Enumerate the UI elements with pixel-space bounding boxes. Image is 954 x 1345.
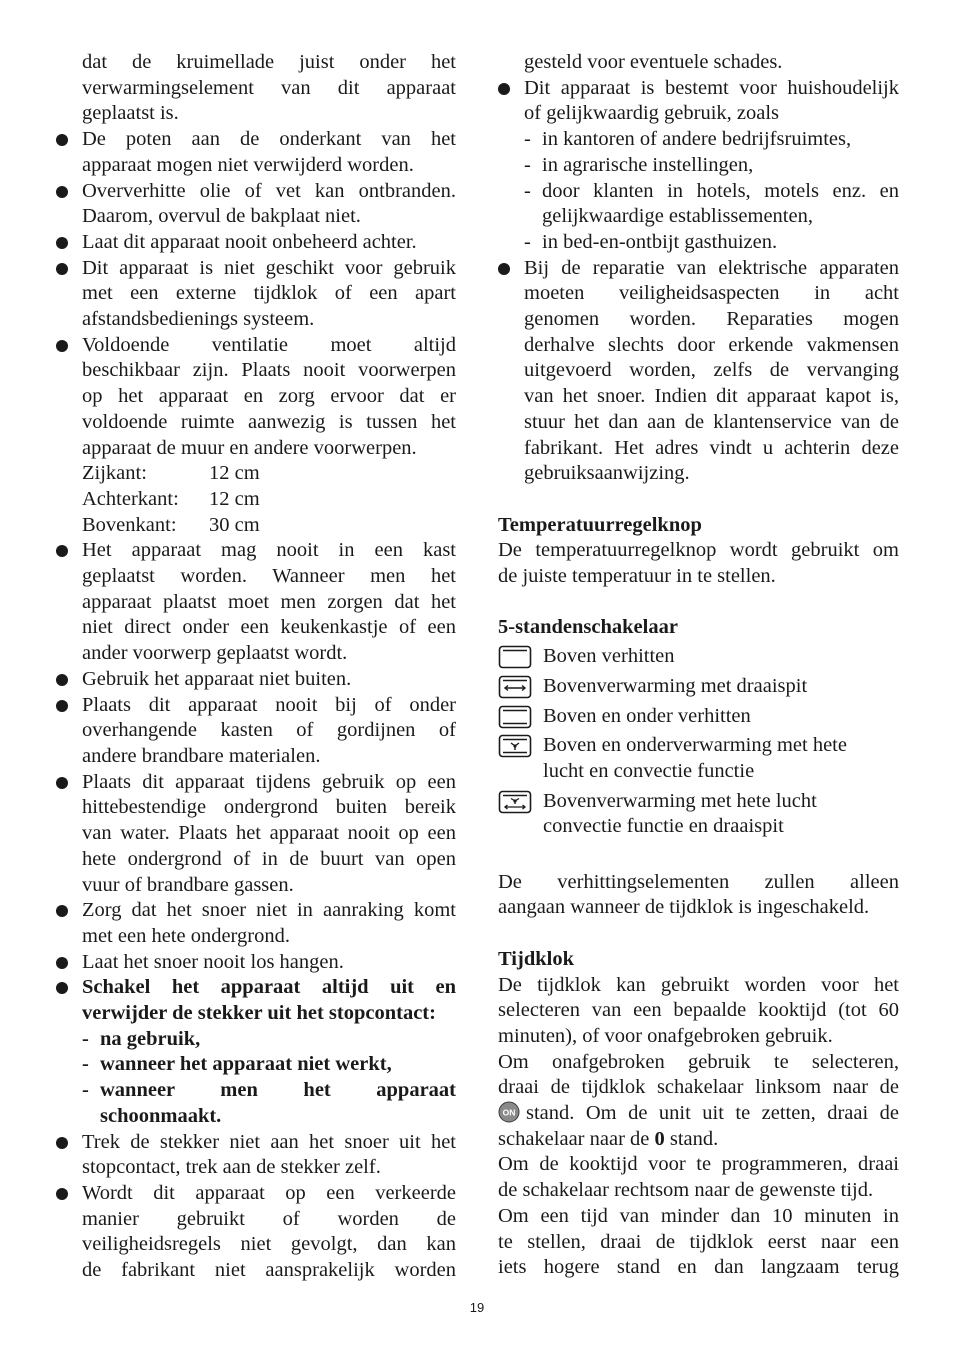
bullet-icon <box>56 263 68 275</box>
text-line: beschikbaar zijn. Plaats nooit voorwerpen <box>82 359 456 382</box>
dash-list <box>498 127 899 256</box>
bullet-icon <box>56 1137 68 1149</box>
text-line: manier gebruikt of worden de <box>82 1207 456 1230</box>
bullet-icon <box>56 700 68 712</box>
dash-marker: - <box>524 230 531 253</box>
text-span: stand. Om de unit uit te zetten, draai de <box>526 1102 899 1125</box>
dash-marker: - <box>524 128 531 151</box>
text-line: Plaats dit apparaat tijdens gebruik op een <box>82 770 456 793</box>
text-line: te stellen, draai de tijdklok eerst naar een <box>498 1230 899 1253</box>
clearance-row <box>56 461 456 487</box>
text-line: de juiste temperatuur in te stellen. <box>498 565 776 588</box>
bullet-item <box>498 256 899 487</box>
text-line: Om een tijd van minder dan 10 minuten in <box>498 1204 899 1227</box>
bullet-icon <box>56 777 68 789</box>
switch-item <box>498 789 899 840</box>
text-line: hittebestendige ondergrond buiten bereik <box>82 796 456 819</box>
dash-item <box>56 1027 456 1053</box>
section-heading: 5-standenschakelaar <box>498 616 678 639</box>
switch-label: Boven en onderverwarming met hete <box>543 734 847 757</box>
text-line: verwijder de stekker uit het stopcontact: <box>82 1002 436 1025</box>
text-line: aangaan wanneer de tijdklok is ingeschakeld. <box>498 896 870 919</box>
switch-item <box>498 644 899 670</box>
text-line: Daarom, overvul de bakplaat niet. <box>82 205 361 228</box>
bullet-icon <box>498 83 510 95</box>
text-line: Zorg dat het snoer niet in aanraking komt <box>82 899 456 922</box>
text-line: in agrarische instellingen, <box>542 153 754 176</box>
dash-item <box>498 153 899 179</box>
section-heading: Tijdklok <box>498 947 574 970</box>
bullet-icon <box>56 237 68 249</box>
text-line: De tijdklok kan gebruikt worden voor het <box>498 973 899 996</box>
on-position-icon <box>498 1101 520 1123</box>
continued-paragraph <box>56 50 456 127</box>
text-line: Laat het snoer nooit los hangen. <box>82 950 344 973</box>
text-line: Voldoende ventilatie moet altijd <box>82 333 456 356</box>
bullet-item <box>56 1181 456 1284</box>
switch-label: lucht en convectie functie <box>543 759 755 782</box>
text-line: vuur of brandbare gassen. <box>82 873 294 896</box>
switch-list <box>498 644 899 840</box>
top-heat-rotisserie-icon <box>498 675 532 699</box>
text-line: de fabrikant niet aansprakelijk worden <box>82 1259 456 1282</box>
text-line: derhalve slechts door erkende vakmensen <box>524 333 899 356</box>
text-line: Oververhitte olie of vet kan ontbranden. <box>82 179 456 202</box>
bullet-icon <box>56 674 68 686</box>
bullet-icon <box>56 957 68 969</box>
bullet-icon <box>56 340 68 352</box>
switch-label: Boven verhitten <box>543 645 675 668</box>
text-line: apparaat mogen niet verwijderd worden. <box>82 153 414 176</box>
dash-item <box>498 230 899 256</box>
dash-marker: - <box>82 1027 89 1050</box>
top-convection-rotisserie-icon <box>498 790 532 814</box>
text-line: moeten veiligheidsaspecten in acht <box>524 282 899 305</box>
dash-marker: - <box>524 179 531 202</box>
switch-label: convectie functie en draaispit <box>543 815 784 838</box>
text-line: niet direct onder een keukenkastje of een <box>82 616 456 639</box>
bullet-item <box>56 256 456 333</box>
text-line: of gelijkwaardig gebruik, zoals <box>524 102 780 125</box>
bullet-icon <box>56 545 68 557</box>
text-line: genomen worden. Reparaties mogen <box>524 308 899 331</box>
bullet-item <box>498 76 899 127</box>
top-bottom-heat-icon <box>498 705 532 729</box>
clearance-label: Zijkant: <box>82 462 147 485</box>
text-line: afstandsbedienings systeem. <box>82 308 315 331</box>
text-line: na gebruik, <box>100 1027 201 1050</box>
text-line: overhangende kasten of gordijnen of <box>82 719 456 742</box>
switch-label: Bovenverwarming met draaispit <box>543 674 808 697</box>
clearance-value: 30 cm <box>209 513 260 536</box>
clearance-row <box>56 513 456 539</box>
continued-paragraph: gesteld voor eventuele schades. <box>524 51 783 73</box>
dash-list <box>56 1027 456 1130</box>
clearance-value: 12 cm <box>209 487 260 510</box>
dash-marker: - <box>82 1053 89 1076</box>
text-line: draai de tijdklok schakelaar linksom naar de <box>498 1076 899 1099</box>
switch-label: Bovenverwarming met hete lucht <box>543 789 817 812</box>
text-line: van water. Plaats het apparaat nooit op een <box>82 822 456 845</box>
text-line: Plaats dit apparaat nooit bij of onder <box>82 693 456 716</box>
text-line: andere brandbare materialen. <box>82 744 321 767</box>
text-line: iets hogere stand en dan langzaam terug <box>498 1256 899 1279</box>
switch-label: Boven en onder verhitten <box>543 704 751 727</box>
bullet-item <box>56 667 456 693</box>
page-number: 19 <box>469 1300 485 1315</box>
clearance-row <box>56 487 456 513</box>
text-line: Om de kooktijd voor te programmeren, draai <box>498 1153 899 1176</box>
bullet-item <box>56 1130 456 1181</box>
text-span: schakelaar naar de <box>498 1127 650 1150</box>
text-line: fabrikant. Het adres vindt u achterin deze <box>524 436 899 459</box>
bullet-item <box>56 770 456 899</box>
bullet-item <box>56 975 456 1026</box>
text-line: Gebruik het apparaat niet buiten. <box>82 667 352 690</box>
text-line: apparaat plaatst moet men zorgen dat het <box>82 590 456 613</box>
section-heading: Temperatuurregelknop <box>498 513 702 536</box>
text-line: wanneer men het apparaat <box>100 1079 456 1102</box>
text-line: apparaat de muur en andere voorwerpen. <box>82 436 417 459</box>
bullet-item <box>56 230 456 256</box>
bullet-item <box>56 898 456 949</box>
text-line: door klanten in hotels, motels enz. en <box>542 179 899 202</box>
text-line: ander voorwerp geplaatst wordt. <box>82 642 348 665</box>
text-line: De temperatuurregelknop wordt gebruikt om <box>498 539 899 562</box>
dash-marker: - <box>82 1079 89 1102</box>
text-line: Het apparaat mag nooit in een kast <box>82 539 456 562</box>
text-line: Bij de reparatie van elektrische apparaten <box>524 256 899 279</box>
text-line: selecteren van een bepaalde kooktijd (tot 60 <box>498 999 899 1022</box>
on-icon-label: ON <box>502 1107 516 1118</box>
clearance-list <box>56 461 456 538</box>
bullet-item <box>56 127 456 178</box>
clearance-label: Achterkant: <box>82 487 179 510</box>
bullet-item <box>56 950 456 976</box>
dash-marker: - <box>524 153 531 176</box>
text-line: met een hete ondergrond. <box>82 924 290 947</box>
dash-item <box>498 179 899 230</box>
text-line: geplaatst is. <box>82 102 179 125</box>
text-line: De verhittingselementen zullen alleen <box>498 870 899 893</box>
text-line: stuur het dan aan de klantenservice van de <box>524 410 899 433</box>
clearance-label: Bovenkant: <box>82 513 177 536</box>
bullet-icon <box>56 134 68 146</box>
bullet-icon <box>56 1188 68 1200</box>
text-line: Schakel het apparaat altijd uit en <box>82 976 456 999</box>
left-column <box>56 50 456 1284</box>
text-line: in kantoren of andere bedrijfsruimtes, <box>542 128 852 151</box>
text-line: uitgevoerd worden, zelfs de vervanging <box>524 359 899 382</box>
text-line: van het snoer. Indien dit apparaat kapot is, <box>524 385 899 408</box>
text-line: Dit apparaat is bestemt voor huishoudelijk <box>524 76 899 99</box>
bullet-item <box>56 693 456 770</box>
text-line: de schakelaar rechtsom naar de gewenste tijd. <box>498 1179 874 1202</box>
text-line: De poten aan de onderkant van het <box>82 128 456 151</box>
text-line: geplaatst worden. Wanneer men het <box>82 565 456 588</box>
text-line: Laat dit apparaat nooit onbeheerd achter. <box>82 230 417 253</box>
bullet-item <box>56 333 456 462</box>
text-line: Dit apparaat is niet geschikt voor gebruik <box>82 256 456 279</box>
text-line: dat de kruimellade juist onder het <box>82 51 456 73</box>
bullet-item <box>56 538 456 667</box>
dash-item <box>498 127 899 153</box>
top-bottom-convection-icon <box>498 734 532 758</box>
text-line: minuten), of voor onafgebroken gebruik. <box>498 1024 833 1047</box>
text-line: Wordt dit apparaat op een verkeerde <box>82 1181 456 1204</box>
right-column <box>498 50 899 1281</box>
top-heat-icon <box>498 645 532 669</box>
switch-item <box>498 674 899 700</box>
text-line: schoonmaakt. <box>100 1104 222 1127</box>
text-line <box>498 1101 899 1127</box>
text-line <box>498 1127 899 1153</box>
text-line: Om onafgebroken gebruik te selecteren, <box>498 1050 899 1073</box>
text-line: stopcontact, trek aan de stekker zelf. <box>82 1156 381 1179</box>
bullet-icon <box>56 186 68 198</box>
clearance-value: 12 cm <box>209 462 260 485</box>
text-line: veiligheidsregels niet gevolgt, dan kan <box>82 1233 456 1256</box>
text-line: Trek de stekker niet aan het snoer uit het <box>82 1130 456 1153</box>
text-line: hete ondergrond of in de buurt van open <box>82 847 456 870</box>
bullet-icon <box>56 905 68 917</box>
text-span: stand. <box>669 1127 719 1150</box>
text-line: in bed-en-ontbijt gasthuizen. <box>542 230 778 253</box>
text-line: gelijkwaardige establissementen, <box>542 205 813 228</box>
bullet-icon <box>56 982 68 994</box>
bold-value: 0 <box>654 1127 665 1150</box>
switch-item <box>498 733 899 784</box>
text-line: gebruiksaanwijzing. <box>524 462 690 485</box>
switch-item <box>498 704 899 730</box>
text-line: met een externe tijdklok of een apart <box>82 282 456 305</box>
bullet-icon <box>498 263 510 275</box>
text-line: op het apparaat en zorg ervoor dat er <box>82 385 456 408</box>
bullet-item <box>56 179 456 230</box>
dash-item <box>56 1052 456 1078</box>
text-line: wanneer het apparaat niet werkt, <box>100 1053 392 1076</box>
dash-item <box>56 1078 456 1129</box>
text-line: voldoende ruimte aanwezig is tussen het <box>82 410 456 433</box>
text-line: verwarmingselement van dit apparaat <box>82 76 456 99</box>
